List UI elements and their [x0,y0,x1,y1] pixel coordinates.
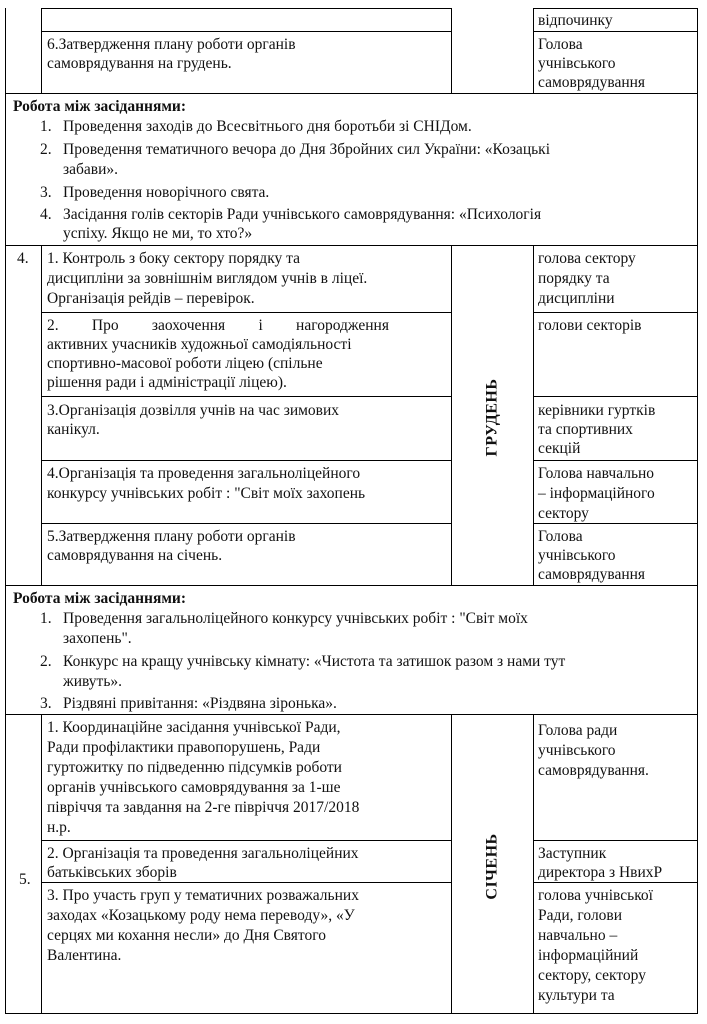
responsible-cell: Голова ради [538,722,618,739]
plan-item: батьківських зборів [47,864,177,881]
responsible-cell: культури та [538,987,615,1004]
section-heading: Робота між засіданнями: [13,590,186,607]
row-divider [533,882,697,883]
plan-item: 3.Організація дозвілля учнів на час зимових [47,402,340,419]
document-page [5,8,699,1014]
responsible-cell: Ради, голови [538,907,623,924]
plan-item: рішення ради і адміністрації ліцею). [47,374,287,391]
list-item: успіху. Якщо не ми, то хто?» [63,225,253,242]
responsible-cell: директора з НвихР [538,864,663,881]
responsible-cell: учнівського [538,547,616,564]
plan-item: самоврядування на грудень. [47,55,232,72]
col-divider [533,8,534,93]
plan-item-word: Про [91,317,119,334]
plan-item: серцях ми кохання несли» до Дня Святого [47,927,326,944]
responsible-cell: голова учнівської [538,887,653,904]
plan-item: 2. Організація та проведення загальноліцейних [47,845,359,862]
plan-item-word: 2. [47,317,59,334]
row-divider [5,1013,698,1014]
list-item: Проведення новорічного свята. [63,184,270,201]
list-number: 3. [40,695,52,712]
section-number: 5. [19,871,31,888]
plan-item: 4.Організація та проведення загальноліцейного [47,465,361,482]
col-divider [533,714,534,1014]
row-divider [5,93,698,94]
responsible-cell: сектору, сектору [538,967,646,984]
plan-item: конкурсу учнівських робіт : "Світ моїх захопень [47,485,366,502]
responsible-cell: відпочинку [538,12,613,29]
plan-item: 5.Затвердження плану роботи органів [47,528,296,545]
responsible-cell: учнівського [538,55,616,72]
row-divider [5,714,698,715]
col-divider [41,8,42,93]
list-number: 2. [40,141,52,158]
row-divider [41,31,451,32]
responsible-cell: самоврядування [538,74,646,91]
row-divider [533,460,697,461]
plan-item: Валентина. [47,947,122,964]
row-divider [41,8,451,9]
plan-item: дисципліни за зовнішнім виглядом учнів в ліцеї. [47,270,368,287]
list-item: Засідання голів секторів Ради учнівського самоврядування: «Психологія [63,206,542,223]
list-item: Проведення загальноліцейного конкурсу учнівських робіт : "Світ моїх [63,610,528,627]
plan-item: канікул. [47,421,100,438]
responsible-cell: інформаційний [538,947,639,964]
responsible-cell: Заступник [538,845,607,862]
responsible-cell: Голова [538,528,583,545]
section-number: 4. [17,250,29,267]
row-divider [533,396,697,397]
month-label: СІЧЕНЬ [483,833,501,900]
plan-item: Ради профілактики правопорушень, Ради [47,739,321,756]
responsible-cell: та спортивних [538,421,633,438]
plan-item: 1. Координаційне засідання учнівської Ради, [47,719,341,736]
plan-item: півріччя та завдання на 2-ге півріччя 2017/2018 [47,799,360,816]
row-divider [5,585,698,586]
responsible-cell: порядку та [538,270,610,287]
responsible-cell: секцій [538,440,581,457]
table-border-right [697,8,698,1014]
row-divider [533,31,697,32]
col-divider [451,8,452,93]
col-divider [451,714,452,1014]
section-heading: Робота між засіданнями: [13,98,186,115]
row-divider [5,245,698,246]
plan-item: спортивно-масової роботи ліцею (спільне [47,355,323,372]
plan-item [47,316,389,335]
plan-item: 1. Контроль з боку сектору порядку та [47,250,300,267]
list-number: 4. [40,206,52,223]
plan-item: гуртожитку по підведенню підсумків роботи [47,759,342,776]
row-divider [533,312,697,313]
responsible-cell: керівники гуртків [538,402,656,419]
plan-item: 6.Затвердження плану роботи органів [47,36,296,53]
list-number: 1. [40,118,52,135]
row-divider [41,882,451,883]
month-label: ГРУДЕНЬ [483,378,501,457]
plan-item: органів учнівського самоврядування за 1-ше [47,779,341,796]
list-item: Конкурс на кращу учнівську кімнату: «Чистота та затишок разом з нами тут [63,653,566,670]
row-divider [533,8,697,9]
list-number: 2. [40,653,52,670]
row-divider [41,312,451,313]
plan-item: н.р. [47,819,71,836]
list-item: Проведення заходів до Всесвітнього дня боротьби зі СНІДом. [63,118,472,135]
responsible-cell: самоврядування. [538,762,649,779]
plan-item-word: нагородження [296,317,389,334]
row-divider [41,460,451,461]
responsible-cell: самоврядування [538,566,646,583]
plan-item: активних учасників художньої самодіяльності [47,336,352,353]
row-divider [41,523,451,524]
responsible-cell: голови секторів [538,317,642,334]
responsible-cell: Голова навчально [538,465,655,482]
responsible-cell: Голова [538,36,583,53]
table-border-left [5,8,6,1014]
responsible-cell: навчально – [538,927,618,944]
list-number: 3. [40,184,52,201]
plan-item: самоврядування на січень. [47,547,223,564]
row-divider [533,840,697,841]
responsible-cell: дисципліни [538,290,615,307]
plan-item: Організація рейдів – перевірок. [47,290,255,307]
plan-item-word: заохочення [151,317,226,334]
plan-item-word: і [258,317,263,334]
list-number: 1. [40,610,52,627]
responsible-cell: учнівського [538,742,616,759]
list-item: живуть». [63,673,123,690]
list-item: захопень". [63,630,132,647]
row-divider [41,396,451,397]
row-divider [533,523,697,524]
list-item: Різдвяні привітання: «Різдвяна зіронька». [63,695,337,712]
responsible-cell: голова сектору [538,250,636,267]
row-divider [41,840,451,841]
col-divider [451,245,452,585]
col-divider [533,245,534,585]
col-divider [41,714,42,1014]
col-divider [41,245,42,585]
list-item: Проведення тематичного вечора до Дня Збройних сил України: «Козацькі [63,141,551,158]
plan-item: 3. Про участь груп у тематичних розважальних [47,887,359,904]
responsible-cell: сектору [538,505,589,522]
list-item: забави». [63,161,119,178]
responsible-cell: – інформаційного [538,485,655,502]
plan-item: заходах «Козацькому роду нема переводу», «У [47,907,355,924]
